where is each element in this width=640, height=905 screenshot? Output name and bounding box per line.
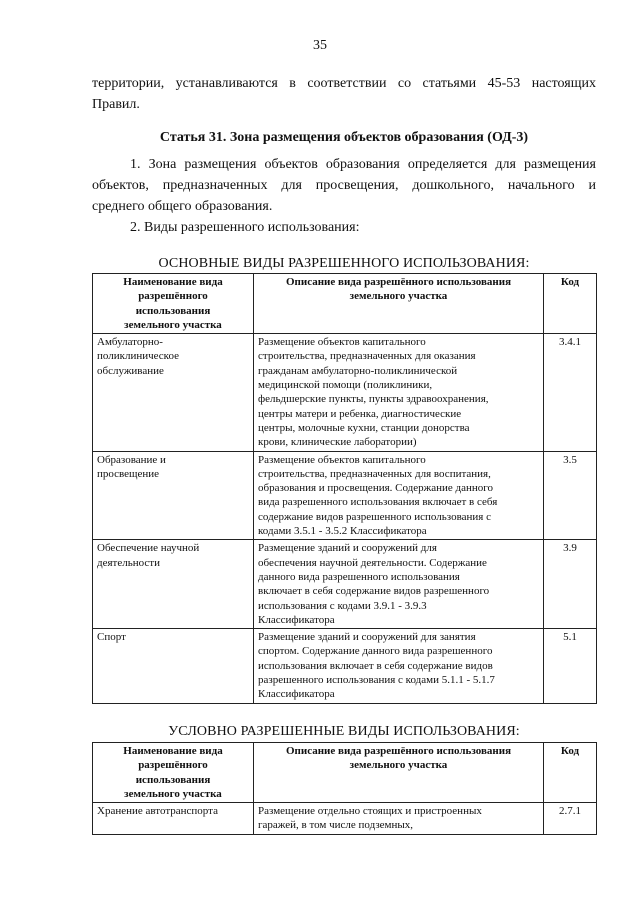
cell-line: Классификатора xyxy=(258,613,335,626)
use-description xyxy=(254,629,544,703)
header-text: разрешённого xyxy=(138,290,208,303)
article-heading: Статья 31. Зона размещения объектов образования (ОД-3) xyxy=(159,130,529,145)
main-uses-table xyxy=(92,273,597,704)
table-row xyxy=(93,803,597,835)
use-description xyxy=(254,451,544,540)
header-code: Код xyxy=(544,743,597,803)
cell-line: крови, клинические лаборатории) xyxy=(258,436,417,449)
cell-line: вида разрешенного использования включает в себя xyxy=(258,496,498,509)
cell-line: деятельности xyxy=(97,556,160,569)
cell-line: данного вида разрешенного использования xyxy=(258,570,460,583)
table-row xyxy=(93,629,597,703)
paragraph-uses-intro: 2. Виды разрешенного использования: xyxy=(130,220,360,235)
use-description xyxy=(254,540,544,629)
cell-line: обеспечения научной деятельности. Содержание xyxy=(258,556,487,569)
header-text: Описание вида разрешённого использования xyxy=(285,745,512,757)
use-code: 3.5 xyxy=(544,451,597,540)
header-text: разрешённого xyxy=(138,759,208,772)
cell-line: Хранение автотранспорта xyxy=(97,805,218,818)
main-uses-title: ОСНОВНЫЕ ВИДЫ РАЗРЕШЕННОГО ИСПОЛЬЗОВАНИЯ: xyxy=(158,256,530,271)
cell-line: строительства, предназначенных для воспитания, xyxy=(258,467,491,480)
cell-line: содержание видов разрешенного использования с xyxy=(258,510,491,523)
cell-line: Амбулаторно- xyxy=(97,336,163,349)
paragraph-line: 1. Зона размещения объектов образования определяется для размещения xyxy=(130,157,596,172)
cell-line: кодами 3.5.1 - 3.5.2 Классификатора xyxy=(258,525,427,538)
cell-line: поликлиническое xyxy=(97,350,179,363)
cell-line: Обеспечение научной xyxy=(97,542,200,555)
header-name xyxy=(93,274,254,334)
cell-line: медицинской помощи (поликлиники, xyxy=(258,379,433,392)
cell-line: просвещение xyxy=(97,467,160,480)
cell-line: использования с кодами 3.9.1 - 3.9.3 xyxy=(258,599,427,612)
header-text: земельного участка xyxy=(349,759,448,772)
cell-line: гаражей, в том числе подземных, xyxy=(258,819,414,832)
use-name xyxy=(93,540,254,629)
header-description xyxy=(254,743,544,803)
table-header-row xyxy=(93,743,597,803)
cell-line: Размещение зданий и сооружений для занятия xyxy=(258,631,476,644)
cell-line: Размещение объектов капитального xyxy=(258,336,426,349)
cell-line: разрешенного использования с кодами 5.1.1 - 5.1.7 xyxy=(258,674,495,687)
table-header-row xyxy=(93,274,597,334)
table-row xyxy=(93,540,597,629)
use-code: 2.7.1 xyxy=(544,803,597,835)
header-text: Наименование вида xyxy=(123,745,223,757)
use-name xyxy=(93,451,254,540)
use-description xyxy=(254,803,544,835)
cell-line: использования включает в себя содержание видов xyxy=(258,659,493,672)
cell-line: спортом. Содержание данного вида разрешенного xyxy=(258,645,493,658)
header-text: Наименование вида xyxy=(123,276,223,288)
header-text: использования xyxy=(135,304,211,317)
use-name xyxy=(93,803,254,835)
use-description xyxy=(254,334,544,451)
header-description xyxy=(254,274,544,334)
use-code: 5.1 xyxy=(544,629,597,703)
cell-line: образования и просвещения. Содержание данного xyxy=(258,482,494,495)
header-text: использования xyxy=(135,773,211,786)
cell-line: гражданам амбулаторно-поликлинической xyxy=(258,364,458,377)
cell-line: включает в себя содержание видов разрешенного xyxy=(258,585,490,598)
header-text: земельного участка xyxy=(124,787,222,800)
use-name xyxy=(93,629,254,703)
header-text: земельного участка xyxy=(349,290,448,303)
cell-line: Классификатора xyxy=(258,688,335,701)
cell-line: Размещение отдельно стоящих и пристроенных xyxy=(258,805,482,818)
cell-line: Образование и xyxy=(97,453,166,466)
cell-line: центры, молочные кухни, станции донорства xyxy=(258,421,470,434)
table-row xyxy=(93,451,597,540)
page-number: 35 xyxy=(313,38,327,53)
cell-line: центры матери и ребенка, диагностические xyxy=(258,407,462,420)
cell-line: фельдшерские пункты, пункты здравоохранения, xyxy=(258,393,489,406)
table-row xyxy=(93,334,597,451)
cell-line: обслуживание xyxy=(97,364,164,377)
conditional-uses-table xyxy=(92,742,597,835)
header-text: земельного участка xyxy=(124,318,222,331)
cell-line: Размещение объектов капитального xyxy=(258,453,426,466)
intro-line: территории, устанавливаются в соответствии со статьями 45-53 настоящих xyxy=(92,76,596,91)
use-code: 3.4.1 xyxy=(544,334,597,451)
use-code: 3.9 xyxy=(544,540,597,629)
header-text: Описание вида разрешённого использования xyxy=(285,276,512,288)
cell-line: строительства, предназначенных для оказания xyxy=(258,350,476,363)
header-name xyxy=(93,743,254,803)
header-code: Код xyxy=(544,274,597,334)
intro-paragraph xyxy=(92,73,596,115)
paragraph-zone-definition xyxy=(92,154,596,217)
intro-line: Правил. xyxy=(92,97,140,112)
cell-line: Спорт xyxy=(97,631,126,644)
use-name xyxy=(93,334,254,451)
cell-line: Размещение зданий и сооружений для xyxy=(258,542,437,555)
paragraph-line: объектов, предназначенных для просвещения, дошкольного, начального и xyxy=(92,178,596,193)
paragraph-line: среднего общего образования. xyxy=(92,199,273,214)
conditional-uses-title: УСЛОВНО РАЗРЕШЕННЫЕ ВИДЫ ИСПОЛЬЗОВАНИЯ: xyxy=(168,724,520,739)
